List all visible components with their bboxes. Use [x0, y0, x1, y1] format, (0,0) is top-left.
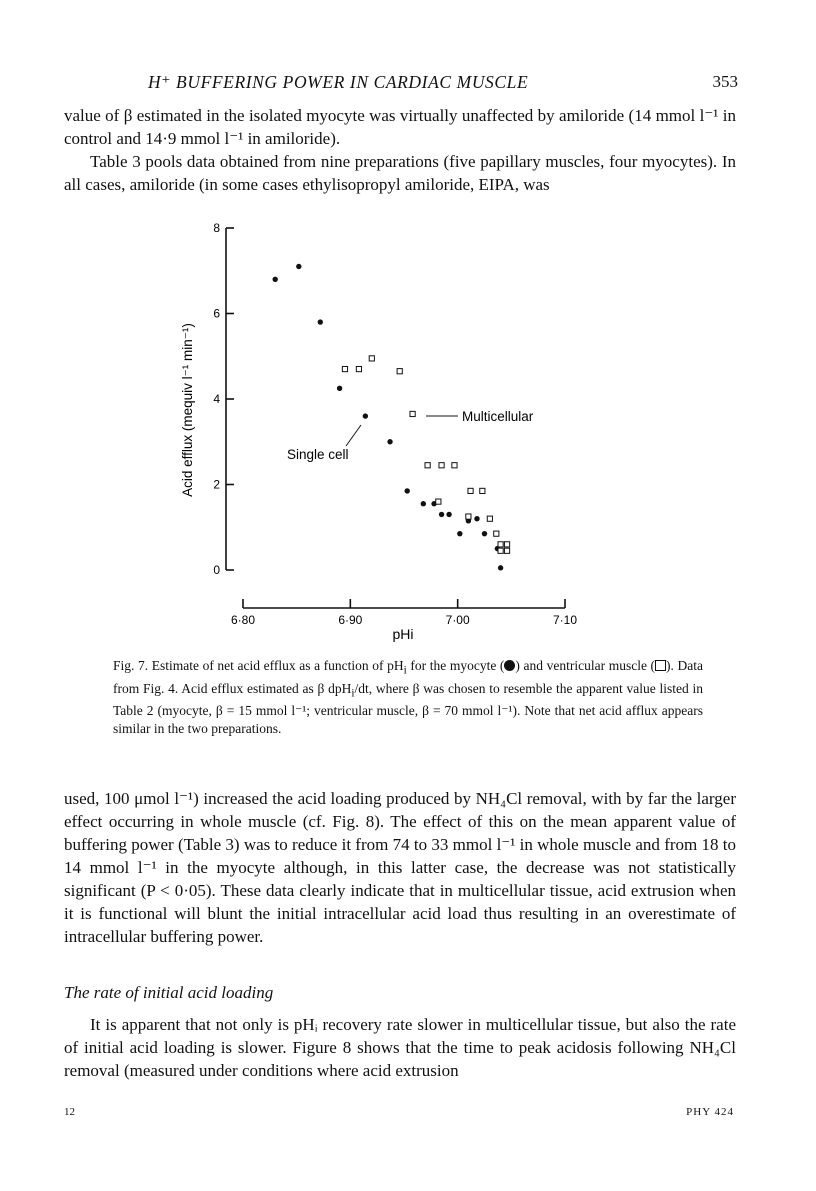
myocyte-point	[273, 277, 278, 282]
multicellular-point	[425, 463, 430, 468]
y-tick-label: 0	[213, 563, 220, 577]
running-title: H⁺ BUFFERING POWER IN CARDIAC MUSCLE	[148, 72, 529, 92]
caption-sub-i-2: i	[351, 687, 355, 700]
paragraph-2: Table 3 pools data obtained from nine preparations (five papillary muscles, four myocytes). In all cases, amiloride (in some cases ethylisopropyl amiloride, EIPA, was	[64, 152, 736, 194]
multicellular-point	[410, 411, 415, 416]
myocyte-point	[318, 319, 323, 324]
myocyte-point	[387, 439, 392, 444]
myocyte-point	[439, 512, 444, 517]
y-tick-label: 8	[213, 221, 220, 235]
myocyte-point	[363, 413, 368, 418]
myocyte-point	[421, 501, 426, 506]
caption-fig-label: Fig. 7.	[113, 658, 149, 673]
multicellular-point	[504, 542, 509, 547]
x-tick-label: 7·10	[552, 613, 578, 627]
paragraph-4: It is apparent that not only is pHᵢ recovery rate slower in multicellular tissue, but also the rate of initial acid loading is slower. Figure 8 shows that the time to peak acidosis following NH₄Cl removal (measured under conditions where acid extrusion	[64, 1015, 736, 1080]
myocyte-point	[498, 565, 503, 570]
annotation-multicellular	[426, 409, 534, 424]
x-tick-label: 7·00	[445, 613, 470, 627]
filled-circle-symbol	[504, 660, 515, 671]
multicellular-point	[504, 548, 509, 553]
multicellular-point	[342, 366, 347, 371]
multicellular-point	[480, 488, 485, 493]
myocyte-point	[405, 488, 410, 493]
myocyte-point	[296, 264, 301, 269]
myocyte-point	[446, 512, 451, 517]
section-subheading: The rate of initial acid loading	[64, 983, 274, 1002]
footer-signature-mark: 12	[64, 1106, 75, 1118]
paragraph-3: used, 100 μmol l⁻¹) increased the acid loading produced by NH₄Cl removal, with by far the larger effect occurring in whole muscle (cf. Fig. 8). The effect of this on the mean apparent value of buffering power (Table 3) was to reduce it from 74 to 33 mmol l⁻¹ in whole muscle and from 18 to 14 mmol l⁻¹ in the myocyte although, in this latter case, the decrease was not statistically significant (P < 0·05). These data clearly indicate that in multicellular tissue, acid extrusion when it is functional will blunt the initial intracellular acid load thus resulting in an overestimate of intracellular buffering power.	[64, 789, 736, 946]
multicellular-point	[369, 356, 374, 361]
multicellular-point	[439, 463, 444, 468]
figure-caption	[113, 657, 703, 738]
y-tick-label: 4	[213, 392, 220, 406]
myocyte-point	[457, 531, 462, 536]
caption-text-d: ). Data from Fig. 4. Acid efflux estimated as β dpH	[113, 658, 704, 696]
x-tick-label: 6·80	[230, 613, 256, 627]
tick-labels	[213, 221, 577, 627]
y-tick-label: 6	[213, 306, 220, 321]
multicellular-point	[494, 531, 499, 536]
acid-efflux-chart	[170, 218, 600, 658]
multicellular-point	[468, 488, 473, 493]
myocyte-point	[337, 386, 342, 391]
caption-sub-i: i	[403, 664, 407, 677]
multicellular-point	[498, 542, 503, 547]
caption-text-c: ) and ventricular muscle (	[515, 658, 656, 673]
y-axis-label: Acid efflux (mequiv l⁻¹ min⁻¹)	[180, 323, 195, 497]
caption-text-e: /dt, where β was chosen to resemble the apparent value listed in Table 2 (myocyte, β = 15 mmol l⁻¹; ventricular muscle, β = 70 mmol l⁻¹). Note that net acid afflux appears similar in the two preparations.	[113, 680, 703, 737]
multicellular-point	[487, 516, 492, 521]
page-number: 353	[712, 72, 738, 91]
annotation-single-cell-label: Single cell	[287, 447, 349, 462]
caption-text-b: for the myocyte (	[406, 658, 505, 673]
multicellular-point	[498, 548, 503, 553]
footer-journal-code: PHY 424	[686, 1106, 734, 1118]
myocyte-point	[474, 516, 479, 521]
x-axis-label: pHi	[392, 626, 414, 642]
annotation-single-cell	[287, 425, 361, 462]
x-tick-label: 6·90	[338, 613, 363, 627]
running-header	[148, 72, 738, 94]
multicellular-point	[436, 499, 441, 504]
paragraph-1: value of β estimated in the isolated myocyte was virtually unaffected by amiloride (14 mmol l⁻¹ in control and 14·9 mmol l⁻¹ in amiloride).	[64, 106, 736, 148]
multicellular-point	[397, 369, 402, 374]
myocyte-point	[482, 531, 487, 536]
figure-7	[170, 218, 600, 658]
open-square-symbol	[655, 660, 666, 671]
multicellular-point	[466, 514, 471, 519]
multicellular-point	[452, 463, 457, 468]
multicellular-point	[356, 366, 361, 371]
caption-text-a: Estimate of net acid efflux as a function of pH	[148, 658, 404, 673]
y-tick-label: 2	[213, 477, 220, 492]
annotation-multicellular-label: Multicellular	[462, 409, 534, 424]
